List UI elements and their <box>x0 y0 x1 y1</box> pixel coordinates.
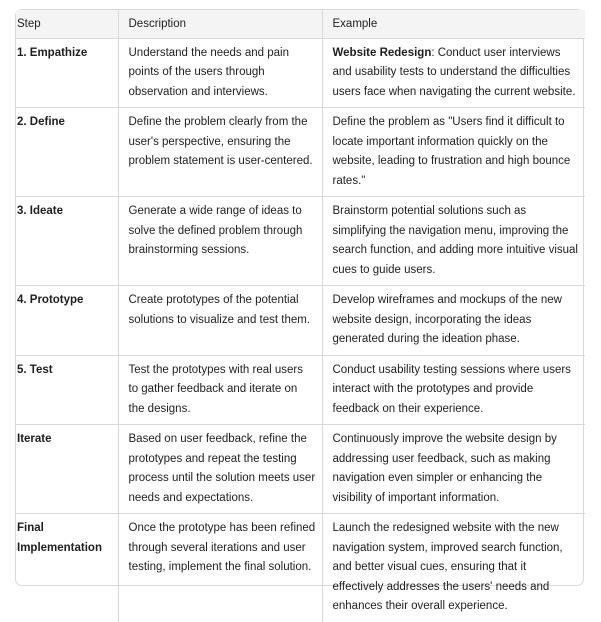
table-row <box>16 355 585 425</box>
description-cell: Understand the needs and pain points of the users through observation and interviews. <box>118 38 322 108</box>
example-cell: Conduct usability testing sessions where users interact with the prototypes and provide feedback on their experience. <box>322 355 585 425</box>
description-cell: Define the problem clearly from the user's perspective, ensuring the problem statement is user-centered. <box>118 108 322 197</box>
description-cell: Generate a wide range of ideas to solve the defined problem through brainstorming sessions. <box>118 197 322 286</box>
example-cell: Launch the redesigned website with the new navigation system, improved search function, and better visual cues, ensuring that it effectively addresses the users' needs and enhances their overall experience. <box>332 522 563 612</box>
description-cell: Based on user feedback, refine the prototypes and repeat the testing process until the solution meets user needs and expectations. <box>118 425 322 514</box>
step-cell: 1. Empathize <box>16 38 118 108</box>
example-cell: Define the problem as "Users find it difficult to locate important information quickly on the website, leading to frustration and high bounce rates." <box>322 108 585 197</box>
step-cell: 3. Ideate <box>16 197 118 286</box>
step-cell: 2. Define <box>16 108 118 197</box>
header-step: Step <box>16 10 118 38</box>
step-cell: Final Implementation <box>16 514 118 622</box>
description-cell: Test the prototypes with real users to gather feedback and iterate on the designs. <box>118 355 322 425</box>
example-cell <box>322 38 585 108</box>
example-text: : Conduct user interviews and usability tests to understand the difficulties users face when navigating the current website. <box>332 46 576 98</box>
step-cell: 5. Test <box>16 355 118 425</box>
description-cell: Once the prototype has been refined through several iterations and user testing, implement the final solution. <box>118 514 322 622</box>
example-cell: Brainstorm potential solutions such as simplifying the navigation menu, improving the search function, and adding more intuitive visual cues to guide users. <box>322 197 585 286</box>
table-body <box>16 38 585 622</box>
table-header <box>16 10 585 38</box>
header-row <box>16 10 585 38</box>
header-description: Description <box>118 10 322 38</box>
table-row <box>16 286 585 356</box>
step-cell: Iterate <box>16 425 118 514</box>
step-cell: 4. Prototype <box>16 286 118 356</box>
header-example: Example <box>322 10 585 38</box>
example-highlight: Website Redesign <box>332 46 432 59</box>
table-row <box>16 108 585 197</box>
table-row <box>16 197 585 286</box>
description-cell: Create prototypes of the potential solutions to visualize and test them. <box>118 286 322 356</box>
table-row <box>16 425 585 514</box>
example-cell: Develop wireframes and mockups of the new website design, incorporating the ideas generated during the ideation phase. <box>322 286 585 356</box>
steps-table <box>16 10 585 622</box>
example-cell: Continuously improve the website design by addressing user feedback, such as making navigation even simpler or enhancing the visibility of important information. <box>322 425 585 514</box>
design-thinking-table <box>15 9 584 612</box>
table-row <box>16 514 585 622</box>
table-row <box>16 38 585 108</box>
